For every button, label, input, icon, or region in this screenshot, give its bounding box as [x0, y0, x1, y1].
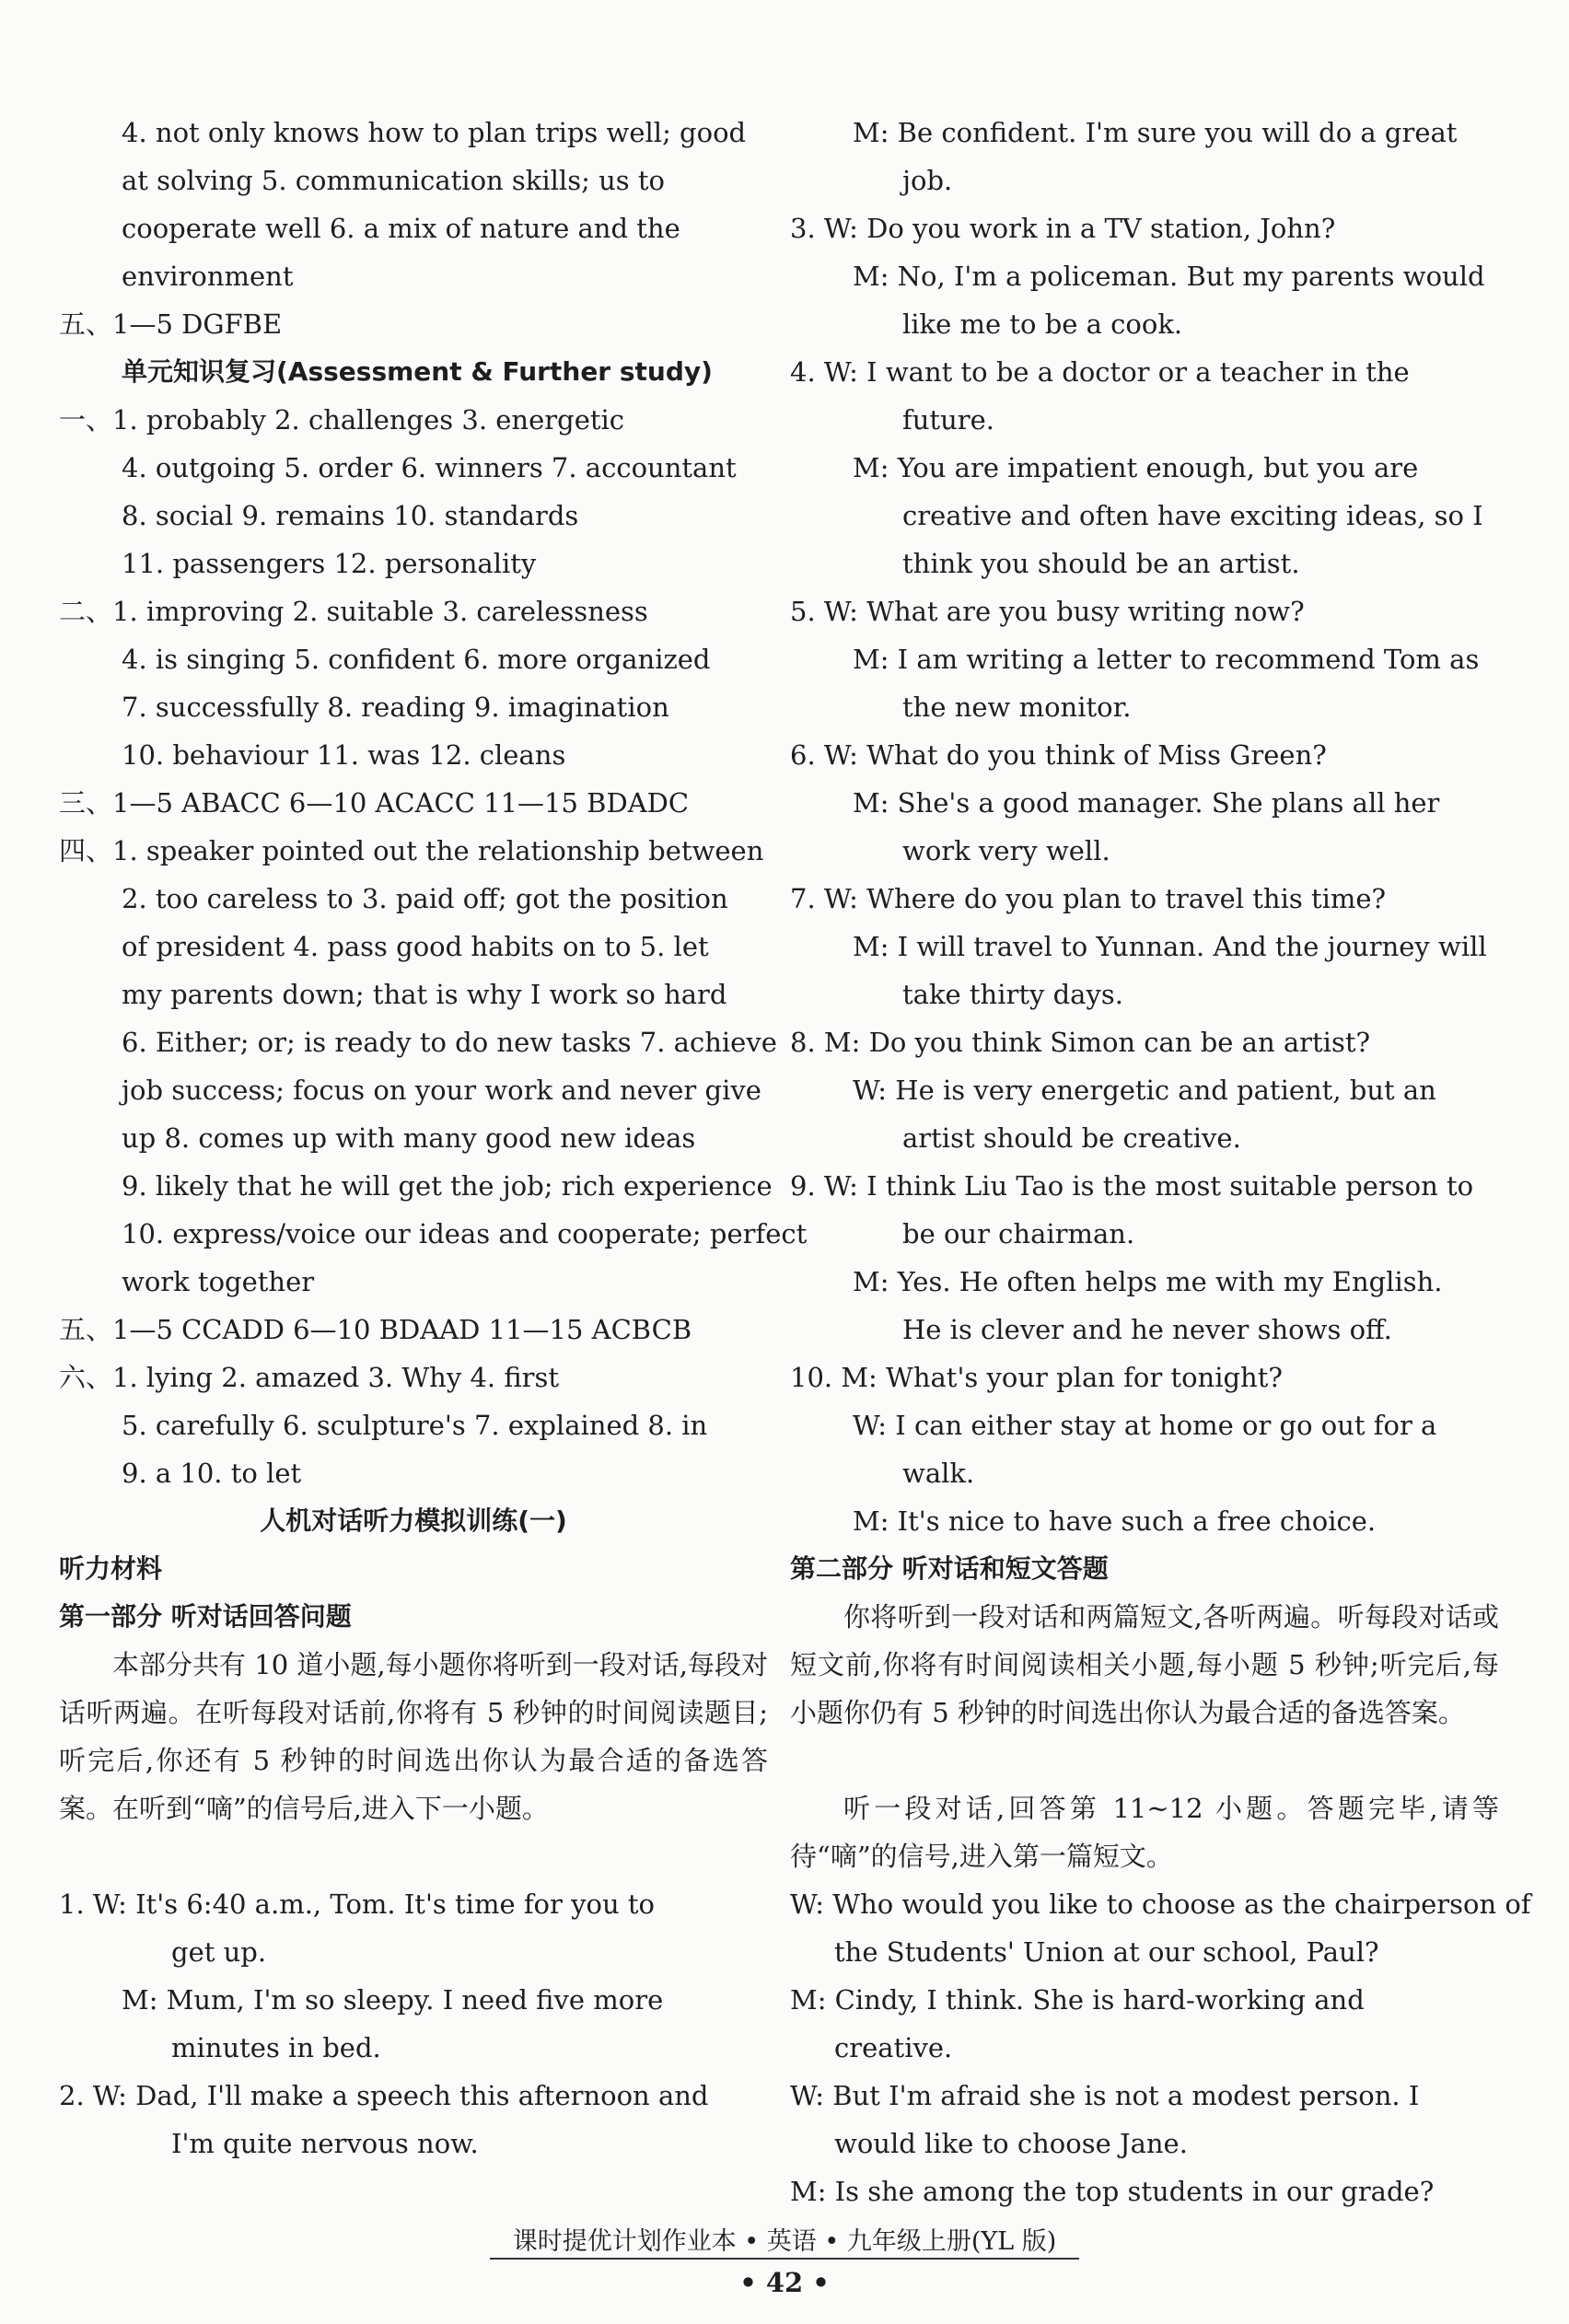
text-line: environment — [122, 261, 294, 292]
text-line: M: Be confident. I'm sure you will do a great — [853, 117, 1458, 148]
section-heading: 听力材料 — [59, 1553, 163, 1584]
instruction-paragraph: 听一段对话,回答第 11~12 小题。答题完毕,请等待“嘀”的信号,进入第一篇短文。 — [790, 1793, 1499, 1872]
text-line: be our chairman. — [902, 1218, 1135, 1249]
text-line: 9. W: I think Liu Tao is the most suitable person to — [790, 1170, 1474, 1202]
text-line: M: Cindy, I think. She is hard-working and — [790, 1984, 1365, 2016]
text-line: M: I am writing a letter to recommend Tom as — [853, 644, 1480, 675]
text-line: 三、1—5 ABACC 6—10 ACACC 11—15 BDADC — [59, 787, 690, 819]
text-line: 5. carefully 6. sculpture's 7. explained 8. in — [122, 1410, 708, 1441]
right-column — [790, 109, 1531, 2215]
text-line: future. — [902, 404, 994, 436]
text-line: 1. W: It's 6:40 a.m., Tom. It's time for you to — [59, 1888, 655, 1920]
text-line: 二、1. improving 2. suitable 3. carelessness — [59, 596, 648, 627]
text-line: take thirty days. — [902, 979, 1123, 1010]
text-line: 6. W: What do you think of Miss Green? — [790, 739, 1327, 771]
text-line: 5. W: What are you busy writing now? — [790, 596, 1305, 627]
text-line: W: Who would you like to choose as the chairperson of — [790, 1888, 1531, 1920]
text-line: the new monitor. — [902, 691, 1132, 723]
section-heading: 第一部分 听对话回答问题 — [59, 1601, 352, 1632]
text-line: 8. social 9. remains 10. standards — [122, 500, 579, 531]
text-line: 2. W: Dad, I'll make a speech this afternoon and — [59, 2080, 709, 2111]
text-line: up 8. comes up with many good new ideas — [122, 1122, 696, 1154]
text-line: work very well. — [902, 835, 1110, 866]
text-line: 11. passengers 12. personality — [122, 548, 537, 579]
left-column — [59, 109, 808, 2167]
text-line: 一、1. probably 2. challenges 3. energetic — [59, 404, 625, 436]
text-line: M: Yes. He often helps me with my English. — [853, 1266, 1443, 1297]
text-line: 五、1—5 DGFBE — [59, 308, 283, 340]
text-line: W: He is very energetic and patient, but an — [853, 1075, 1436, 1106]
section-heading: 单元知识复习(Assessment & Further study) — [122, 356, 713, 387]
text-line: 4. outgoing 5. order 6. winners 7. accountant — [122, 452, 737, 483]
text-line: walk. — [902, 1458, 975, 1489]
text-line: M: She's a good manager. She plans all her — [853, 787, 1440, 819]
text-line: would like to choose Jane. — [834, 2128, 1188, 2159]
text-line: of president 4. pass good habits on to 5. let — [122, 931, 709, 962]
text-line: W: I can either stay at home or go out for a — [853, 1410, 1437, 1441]
text-line: He is clever and he never shows off. — [902, 1314, 1392, 1345]
text-line: 10. M: What's your plan for tonight? — [790, 1362, 1283, 1393]
text-line: 2. too careless to 3. paid off; got the position — [122, 883, 728, 914]
text-line: 4. W: I want to be a doctor or a teacher in the — [790, 356, 1410, 388]
text-line: think you should be an artist. — [902, 548, 1300, 579]
text-line: job. — [902, 165, 953, 196]
text-line: 4. is singing 5. confident 6. more organized — [122, 644, 711, 675]
text-line: job success; focus on your work and never give — [122, 1075, 761, 1106]
text-line: creative and often have exciting ideas, so I — [902, 500, 1483, 531]
text-line: 7. successfully 8. reading 9. imagination — [122, 691, 669, 723]
text-line: 9. a 10. to let — [122, 1458, 302, 1489]
text-line: work together — [122, 1266, 315, 1297]
footer-rule — [490, 2258, 1079, 2260]
text-line: get up. — [171, 1936, 267, 1968]
text-line: my parents down; that is why I work so hard — [122, 979, 727, 1010]
text-line: W: But I'm afraid she is not a modest person. I — [790, 2080, 1420, 2111]
text-line: M: No, I'm a policeman. But my parents would — [853, 261, 1485, 292]
text-line: 6. Either; or; is ready to do new tasks 7. achieve — [122, 1027, 777, 1058]
text-line: 六、1. lying 2. amazed 3. Why 4. first — [59, 1362, 560, 1393]
text-line: like me to be a cook. — [902, 308, 1183, 340]
text-line: 10. express/voice our ideas and cooperate; perfect — [122, 1218, 808, 1249]
text-line: 8. M: Do you think Simon can be an artist? — [790, 1027, 1371, 1058]
text-line: 9. likely that he will get the job; rich experience — [122, 1170, 773, 1202]
text-line: creative. — [834, 2032, 953, 2063]
instruction-paragraph: 你将听到一段对话和两篇短文,各听两遍。听每段对话或短文前,你将有时间阅读相关小题,每小题 5 秒钟;听完后,每小题你仍有 5 秒钟的时间选出你认为最合适的备选答案。 — [790, 1601, 1499, 1728]
text-line: M: I will travel to Yunnan. And the journey will — [853, 931, 1487, 962]
text-line: artist should be creative. — [902, 1122, 1241, 1154]
text-line: 四、1. speaker pointed out the relationship between — [59, 835, 764, 866]
text-line: 10. behaviour 11. was 12. cleans — [122, 739, 566, 771]
section-heading: 人机对话听力模拟训练(一) — [260, 1505, 567, 1536]
text-line: M: Is she among the top students in our grade? — [790, 2176, 1435, 2207]
section-heading: 第二部分 听对话和短文答题 — [790, 1553, 1109, 1584]
text-line: cooperate well 6. a mix of nature and the — [122, 213, 680, 244]
text-line: minutes in bed. — [171, 2032, 381, 2063]
text-line: M: It's nice to have such a free choice. — [853, 1505, 1377, 1537]
footer-title: 课时提优计划作业本 • 英语 • 九年级上册(YL 版) — [512, 2227, 1057, 2256]
text-line: the Students' Union at our school, Paul? — [834, 1936, 1379, 1968]
text-line: M: Mum, I'm so sleepy. I need five more — [122, 1984, 664, 2016]
instruction-paragraph: 本部分共有 10 道小题,每小题你将听到一段对话,每段对话听两遍。在听每段对话前,你将有 5 秒钟的时间阅读题目;听完后,你还有 5 秒钟的时间选出你认为最合适的备选答案。在听到“嘀”的信号后,进入下一小题。 — [59, 1649, 768, 1824]
text-line: at solving 5. communication skills; us to — [122, 165, 665, 196]
text-line: 7. W: Where do you plan to travel this time? — [790, 883, 1387, 914]
text-line: I'm quite nervous now. — [171, 2128, 479, 2159]
text-line: M: You are impatient enough, but you are — [853, 452, 1419, 483]
text-line: 五、1—5 CCADD 6—10 BDAAD 11—15 ACBCB — [59, 1314, 692, 1345]
text-line: 3. W: Do you work in a TV station, John? — [790, 213, 1336, 244]
page-number: • 42 • — [739, 2267, 830, 2298]
text-line: 4. not only knows how to plan trips well; good — [122, 117, 747, 148]
